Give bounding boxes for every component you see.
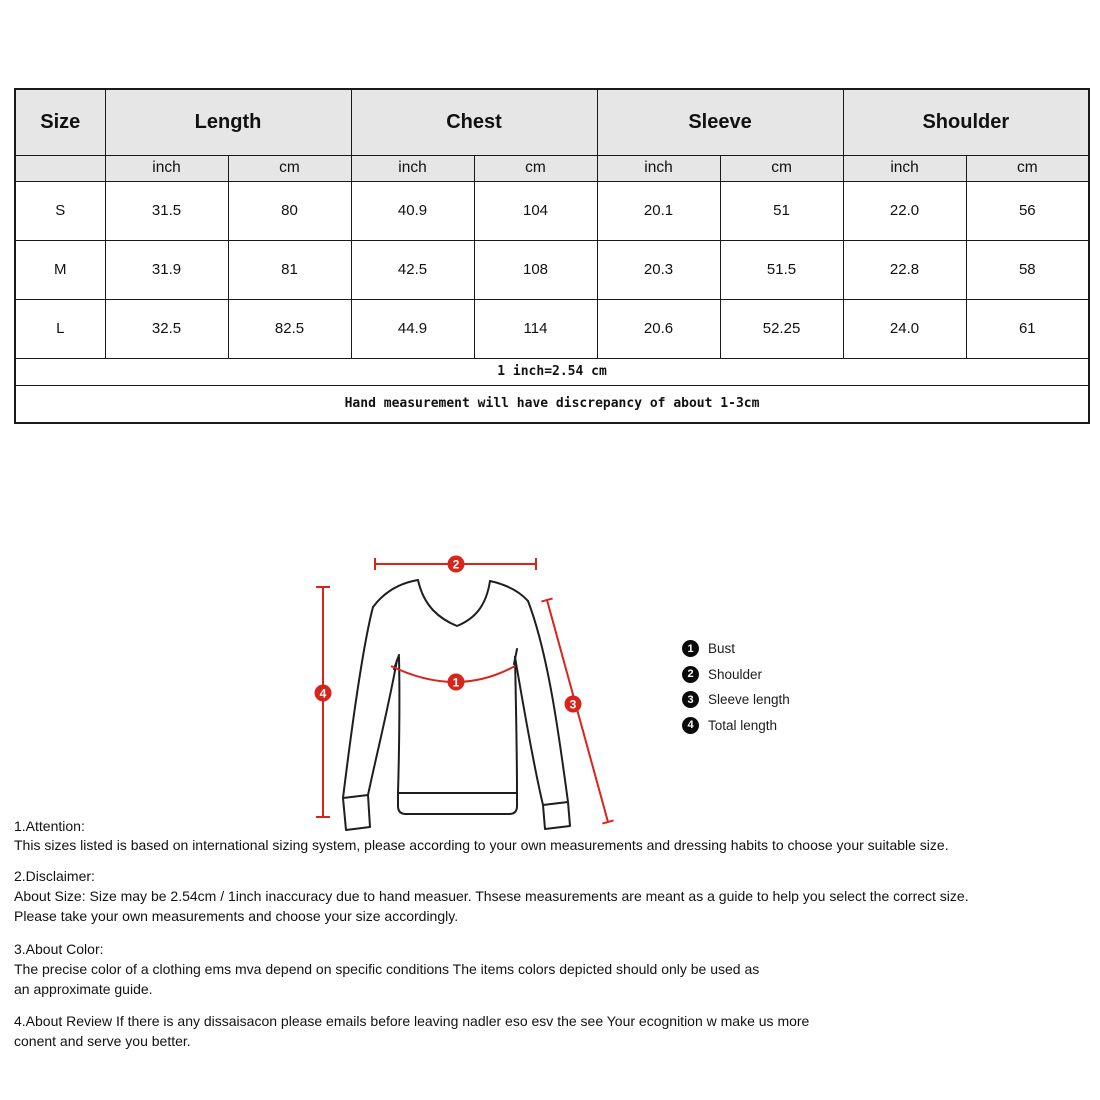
- neckline: [418, 580, 490, 626]
- value-cell: 61: [966, 299, 1089, 358]
- table-header-row: [15, 89, 1089, 155]
- left-shoulder-line: [373, 580, 418, 607]
- table-units-row: [15, 155, 1089, 181]
- right-sleeve-outer: [528, 601, 568, 802]
- about-review-line: conent and serve you better.: [14, 1033, 191, 1049]
- sweater-outline: [343, 580, 570, 830]
- value-cell: 108: [474, 240, 597, 299]
- disclaimer-text: [14, 886, 969, 926]
- hem-band: [398, 793, 517, 814]
- value-cell: 20.6: [597, 299, 720, 358]
- legend-number-badge: 4: [682, 717, 699, 734]
- size-label: M: [15, 240, 105, 299]
- legend-number-badge: 1: [682, 640, 699, 657]
- conversion-note: 1 inch=2.54 cm: [15, 358, 1089, 385]
- marker-number: 3: [569, 697, 577, 712]
- table-row: [15, 240, 1089, 299]
- body-right-side: [515, 657, 517, 793]
- legend-label: Bust: [708, 641, 736, 657]
- units-corner-cell: [15, 155, 105, 181]
- table-note-row: [15, 385, 1089, 423]
- unit-header-inch: inch: [351, 155, 474, 181]
- armpit-ticks: [394, 649, 517, 669]
- column-header-sleeve: Sleeve: [597, 89, 843, 155]
- value-cell: 44.9: [351, 299, 474, 358]
- table-row: [15, 181, 1089, 240]
- measurement-marks: [315, 556, 614, 824]
- legend-label: Sleeve length: [708, 692, 790, 708]
- left-sleeve-inner: [368, 660, 397, 795]
- value-cell: 81: [228, 240, 351, 299]
- value-cell: 32.5: [105, 299, 228, 358]
- legend-label: Shoulder: [708, 666, 763, 682]
- disclaimer-line: About Size: Size may be 2.54cm / 1inch inaccuracy due to hand measuer. Thsese measurements are meant as a guide to help you select the correct size.: [14, 888, 969, 904]
- legend-number-badge: 2: [682, 666, 699, 683]
- value-cell: 104: [474, 181, 597, 240]
- about-color-title: 3.About Color:: [14, 941, 104, 957]
- total-length-measure-arrow: [316, 587, 330, 817]
- unit-header-cm: cm: [474, 155, 597, 181]
- unit-header-cm: cm: [228, 155, 351, 181]
- size-label: L: [15, 299, 105, 358]
- value-cell: 20.1: [597, 181, 720, 240]
- right-cuff: [543, 802, 570, 829]
- value-cell: 51.5: [720, 240, 843, 299]
- disclaimer-line: Please take your own measurements and choose your size accordingly.: [14, 908, 459, 924]
- unit-header-cm: cm: [720, 155, 843, 181]
- table-note-row: [15, 358, 1089, 385]
- value-cell: 114: [474, 299, 597, 358]
- column-header-size: Size: [15, 89, 105, 155]
- measurement-legend: [682, 636, 790, 738]
- unit-header-inch: inch: [105, 155, 228, 181]
- marker-number: 2: [452, 557, 460, 572]
- unit-header-cm: cm: [966, 155, 1089, 181]
- disclaimer-title: 2.Disclaimer:: [14, 868, 95, 884]
- legend-item-sleeve-length: [682, 687, 790, 713]
- legend-item-bust: [682, 636, 790, 662]
- value-cell: 31.5: [105, 181, 228, 240]
- right-sleeve-inner: [515, 657, 543, 805]
- value-cell: 56: [966, 181, 1089, 240]
- about-color-text: [14, 959, 759, 999]
- value-cell: 42.5: [351, 240, 474, 299]
- value-cell: 20.3: [597, 240, 720, 299]
- attention-title: 1.Attention:: [14, 818, 85, 834]
- column-header-chest: Chest: [351, 89, 597, 155]
- right-shoulder-line: [490, 581, 528, 601]
- attention-text: This sizes listed is based on international sizing system, please according to your own measurements and dressing habits to choose your suitable size.: [14, 837, 949, 853]
- column-header-length: Length: [105, 89, 351, 155]
- legend-item-total-length: [682, 713, 790, 739]
- value-cell: 24.0: [843, 299, 966, 358]
- unit-header-inch: inch: [843, 155, 966, 181]
- value-cell: 40.9: [351, 181, 474, 240]
- body-left-side: [398, 657, 399, 793]
- column-header-shoulder: Shoulder: [843, 89, 1089, 155]
- value-cell: 58: [966, 240, 1089, 299]
- legend-item-shoulder: [682, 662, 790, 688]
- unit-header-inch: inch: [597, 155, 720, 181]
- legend-number-badge: 3: [682, 691, 699, 708]
- marker-number: 4: [319, 686, 327, 701]
- table-row: [15, 299, 1089, 358]
- left-cuff: [343, 795, 370, 830]
- value-cell: 51: [720, 181, 843, 240]
- value-cell: 22.0: [843, 181, 966, 240]
- legend-label: Total length: [708, 717, 778, 733]
- about-review-text: [14, 1011, 809, 1051]
- sweater-measurement-diagram: [300, 545, 630, 837]
- marker-number: 1: [452, 675, 460, 690]
- size-label: S: [15, 181, 105, 240]
- measurement-note: Hand measurement will have discrepancy of about 1-3cm: [15, 385, 1089, 423]
- value-cell: 82.5: [228, 299, 351, 358]
- about-color-line: an approximate guide.: [14, 981, 153, 997]
- value-cell: 31.9: [105, 240, 228, 299]
- about-review-line: 4.About Review If there is any dissaisacon please emails before leaving nadler eso esv the see Your ecognition w make us more: [14, 1013, 810, 1029]
- about-color-line: The precise color of a clothing ems mva depend on specific conditions The items colors depicted should only be used as: [14, 961, 760, 977]
- size-chart-table: [14, 88, 1090, 424]
- left-sleeve-outer: [343, 607, 373, 798]
- value-cell: 22.8: [843, 240, 966, 299]
- value-cell: 80: [228, 181, 351, 240]
- value-cell: 52.25: [720, 299, 843, 358]
